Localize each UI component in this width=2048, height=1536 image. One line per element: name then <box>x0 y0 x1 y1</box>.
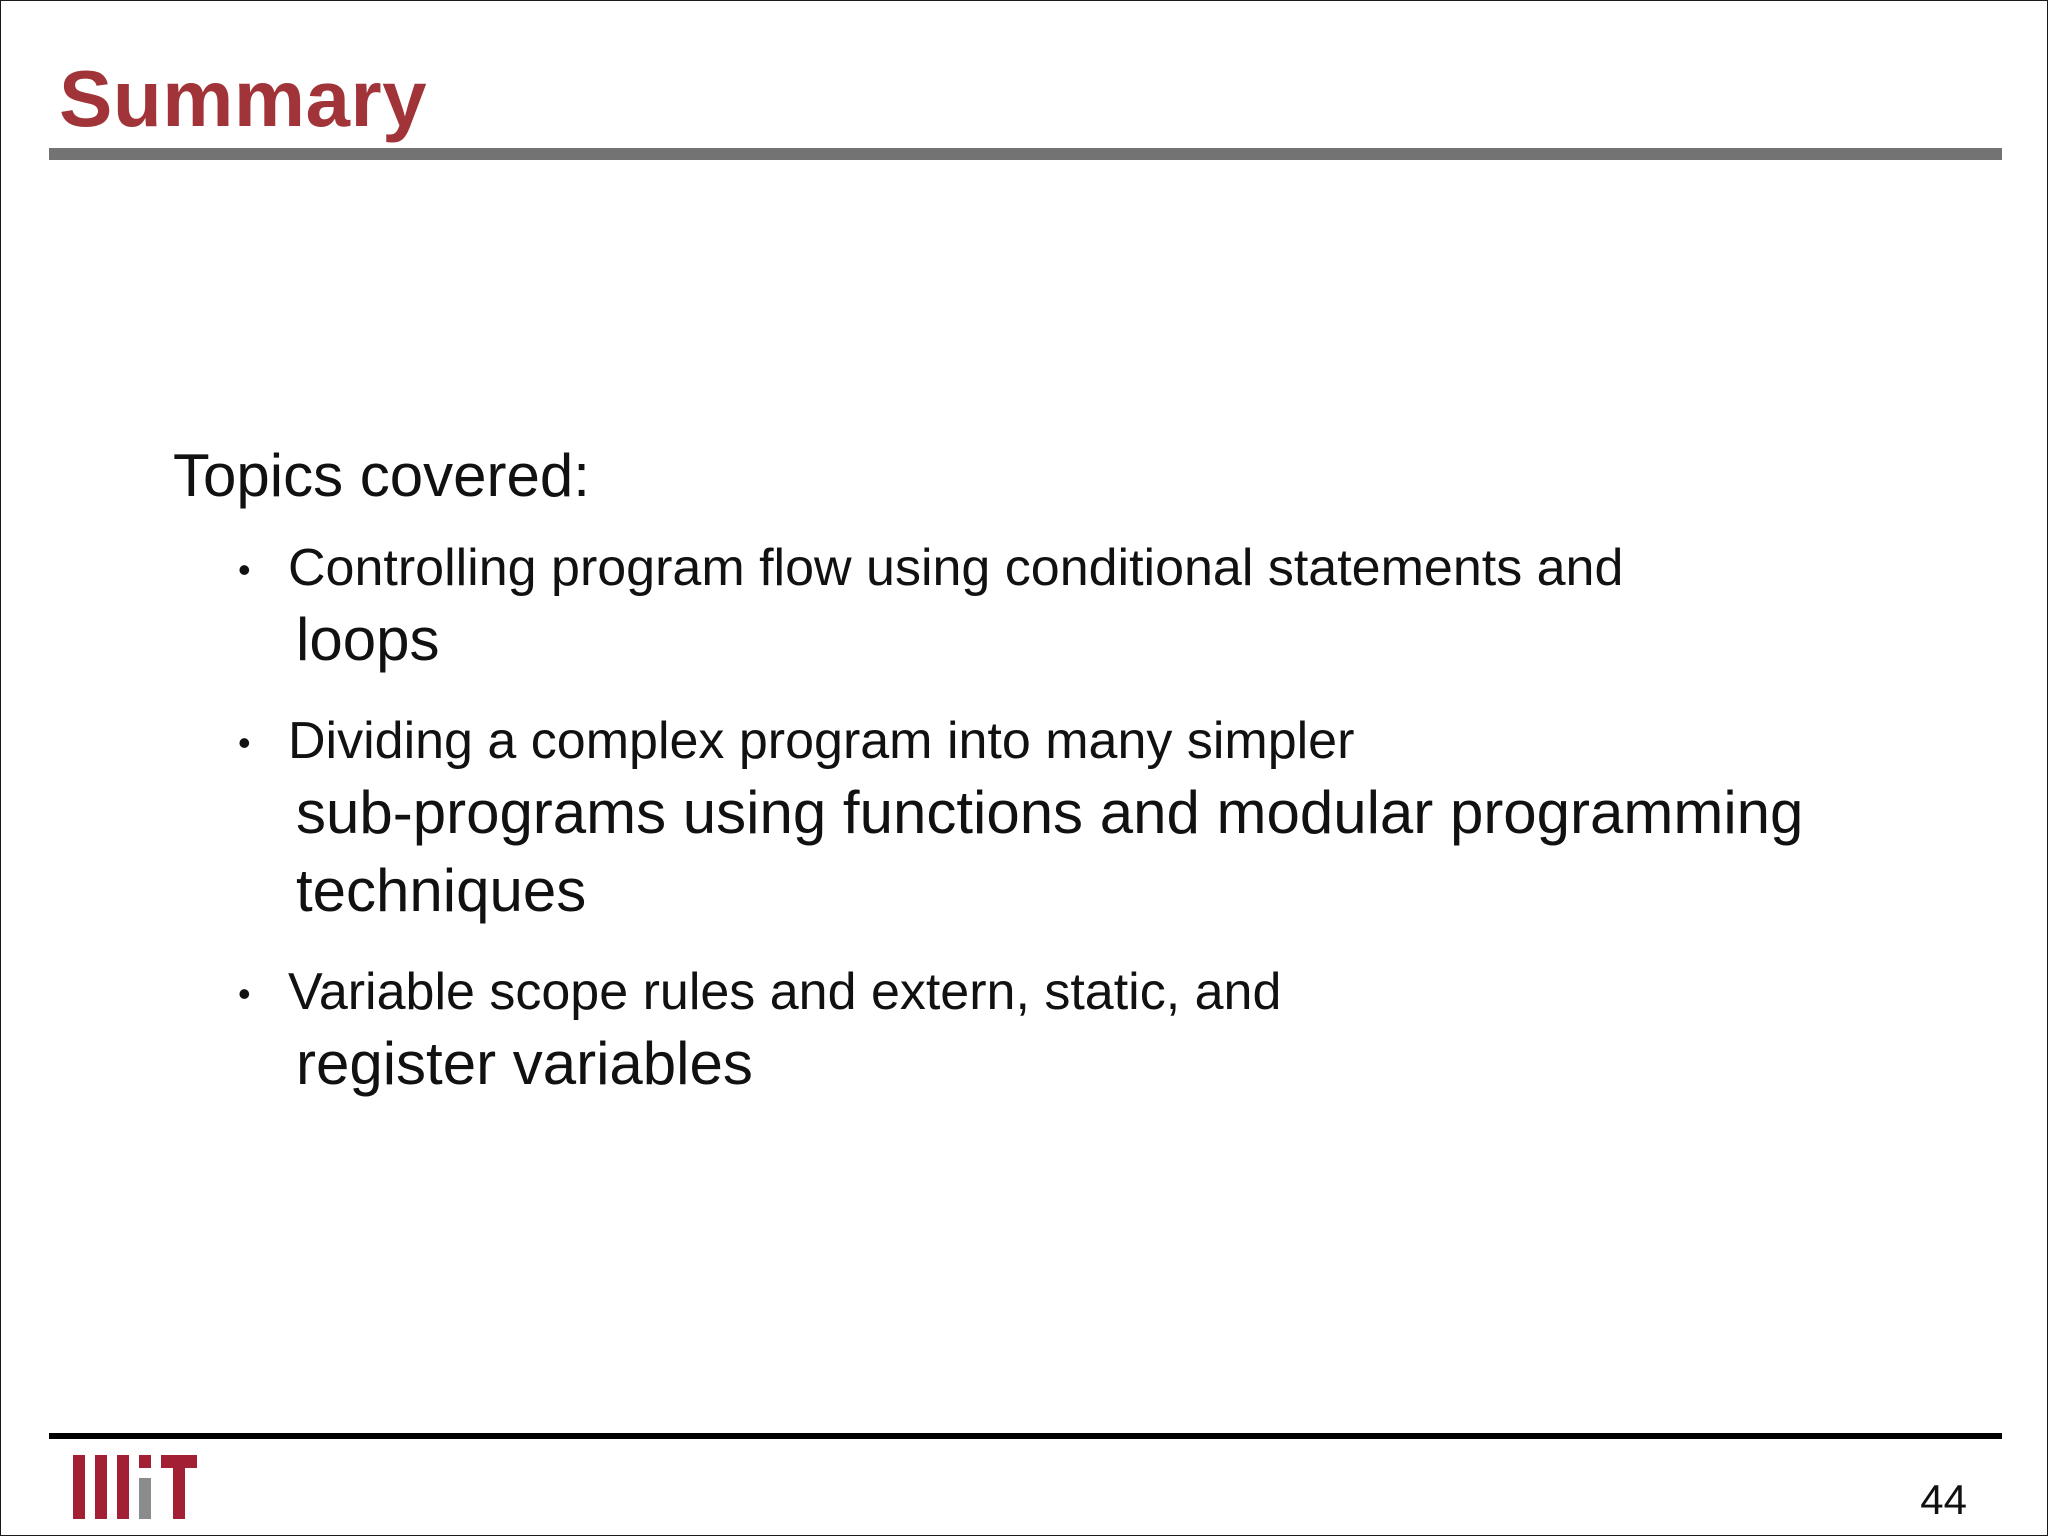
list-item <box>173 709 1933 930</box>
bullet-continuation: register variables <box>296 1030 753 1097</box>
list-item <box>173 536 1933 679</box>
logo-i-dot <box>139 1455 151 1468</box>
bullet-icon: • <box>238 722 251 763</box>
mit-logo-icon <box>73 1455 197 1519</box>
title-divider <box>49 148 2002 160</box>
topics-intro: Topics covered: <box>173 442 590 509</box>
footer-divider <box>49 1433 2002 1439</box>
logo-bar-t <box>173 1468 185 1519</box>
bullet-text: Variable scope rules and extern, static, and <box>288 963 1282 1021</box>
slide-title: Summary <box>59 54 428 143</box>
bullet-icon: • <box>238 973 251 1014</box>
page-number: 44 <box>1920 1476 1967 1523</box>
bullet-text: Controlling program flow using conditional statements and <box>288 539 1624 597</box>
topics-list <box>173 536 1933 1103</box>
logo-bar-m1 <box>73 1455 85 1519</box>
bullet-icon: • <box>238 549 251 590</box>
logo-bar-i <box>139 1478 151 1519</box>
logo-bar-m3 <box>117 1455 129 1519</box>
logo-bar-m2 <box>95 1455 107 1519</box>
list-item <box>173 960 1933 1103</box>
bullet-text: Dividing a complex program into many simpler <box>288 712 1355 770</box>
bullet-continuation: sub-programs using functions and modular programming techniques <box>296 779 1804 924</box>
bullet-continuation: loops <box>296 606 440 673</box>
slide-content <box>173 441 1933 1133</box>
logo-t-top <box>161 1455 197 1468</box>
